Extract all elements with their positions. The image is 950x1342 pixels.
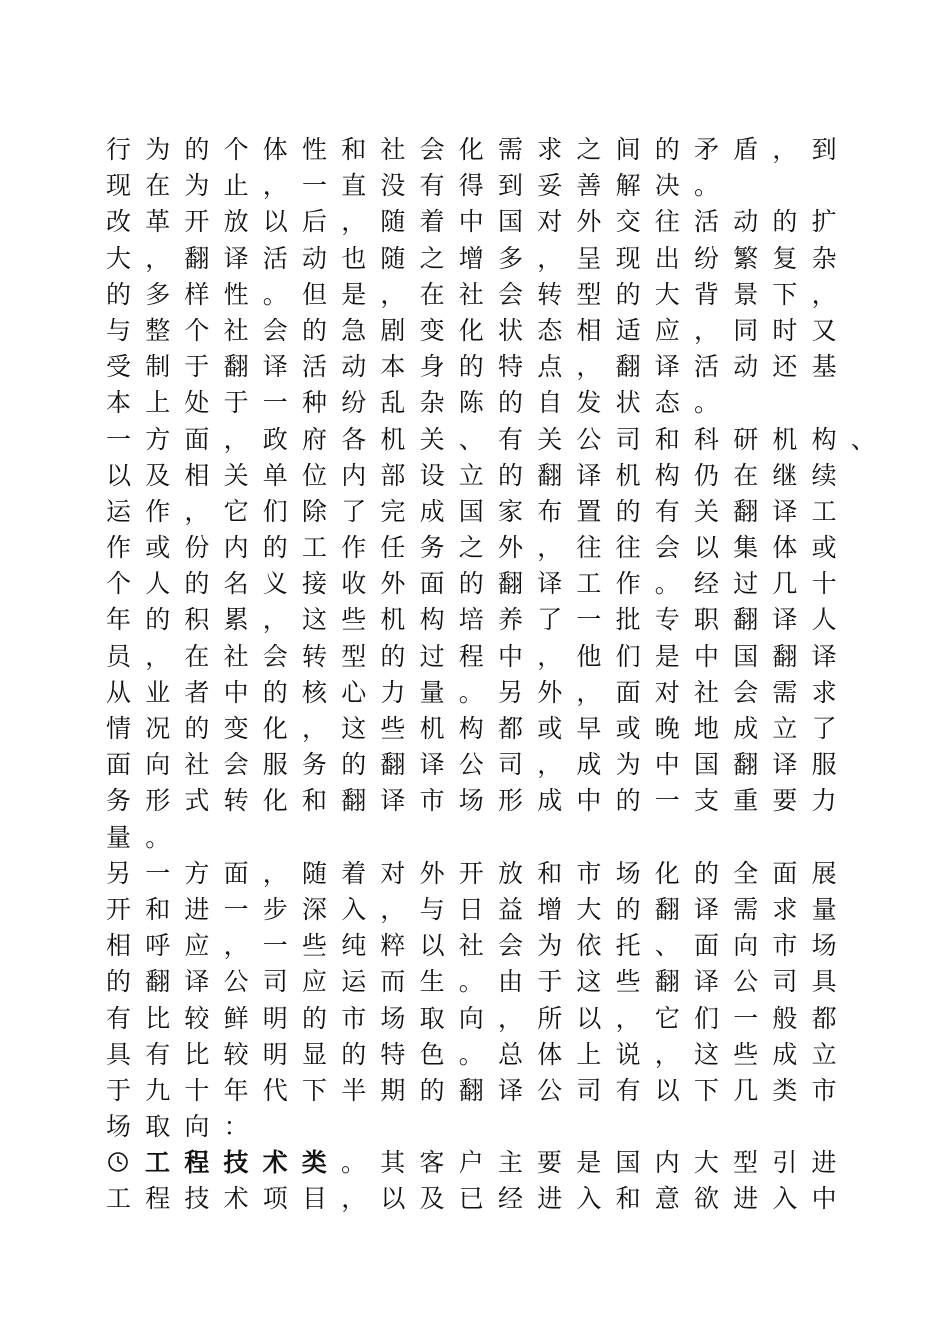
text-line: 情况的变化，这些机构都或早或晚地成立了 [106, 714, 851, 743]
text-line: 有比较鲜明的市场取向，所以，它们一般都 [106, 1003, 851, 1033]
text-line: 量。 [106, 822, 185, 852]
bullet-text: 。其客户主要是国内大型引进 [341, 1148, 851, 1178]
text-line: 面向社会服务的翻译公司，成为中国翻译服 [106, 750, 851, 780]
clock-icon [106, 1149, 132, 1175]
text-line: 改革开放以后，随着中国对外交往活动的扩 [106, 207, 851, 237]
text-line: 员，在社会转型的过程中，他们是中国翻译 [106, 641, 851, 671]
text-line: 相呼应，一些纯粹以社会为依托、面向市场 [106, 931, 851, 961]
text-line: 年的积累，这些机构培养了一批专职翻译人 [106, 605, 851, 635]
text-line: 工程技术项目，以及已经进入和意欲进入中 [106, 1184, 851, 1214]
text-line: 务形式转化和翻译市场形成中的一支重要力 [106, 786, 851, 816]
bullet-line [106, 1145, 866, 1181]
text-line: 的翻译公司应运而生。由于这些翻译公司具 [106, 967, 851, 997]
text-line: 一方面，政府各机关、有关公司和科研机构、 [106, 424, 891, 454]
text-line: 大，翻译活动也随之增多，呈现出纷繁复杂 [106, 243, 851, 273]
text-line: 具有比较明显的特色。总体上说，这些成立 [106, 1039, 851, 1069]
text-line: 于九十年代下半期的翻译公司有以下几类市 [106, 1075, 851, 1105]
text-line: 个人的名义接收外面的翻译工作。经过几十 [106, 569, 851, 599]
text-line: 的多样性。但是，在社会转型的大背景下， [106, 279, 851, 309]
text-line: 另一方面，随着对外开放和市场化的全面展 [106, 858, 851, 888]
text-line: 开和进一步深入，与日益增大的翻译需求量 [106, 894, 851, 924]
text-line: 从业者中的核心力量。另外，面对社会需求 [106, 677, 851, 707]
text-line: 受制于翻译活动本身的特点，翻译活动还基 [106, 352, 851, 382]
bullet-title: 工程技术类 [145, 1148, 342, 1178]
text-line: 本上处于一种纷乱杂陈的自发状态。 [106, 388, 734, 418]
text-line: 以及相关单位内部设立的翻译机构仍在继续 [106, 460, 851, 490]
text-line: 行为的个体性和社会化需求之间的矛盾，到 [106, 135, 851, 164]
text-line: 现在为止，一直没有得到妥善解决。 [106, 171, 734, 201]
text-line: 作或份内的工作任务之外，往往会以集体或 [106, 533, 851, 563]
text-line: 场取向： [106, 1112, 263, 1142]
body-text [106, 132, 891, 1218]
text-line: 运作，它们除了完成国家布置的有关翻译工 [106, 496, 851, 526]
text-line: 与整个社会的急剧变化状态相适应，同时又 [106, 315, 851, 345]
